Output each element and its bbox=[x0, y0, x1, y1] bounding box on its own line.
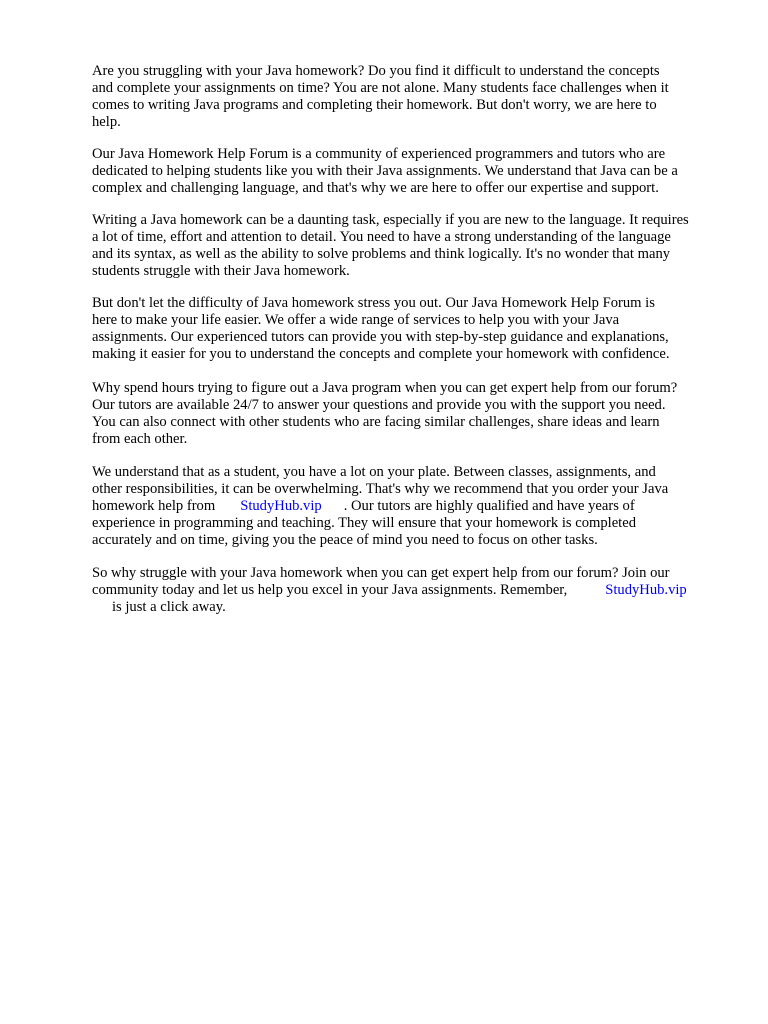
text-line: Why spend hours trying to figure out a Java program when you can get expert help from our forum? bbox=[92, 380, 678, 396]
paragraph-tutors bbox=[92, 380, 732, 448]
text-line: dedicated to helping students like you with their Java assignments. We understand that Java can be a bbox=[92, 163, 678, 179]
text-line: Are you struggling with your Java homework? Do you find it difficult to understand the concepts bbox=[92, 63, 660, 79]
text-line: comes to writing Java programs and completing their homework. But don't worry, we are here to bbox=[92, 97, 657, 113]
paragraph-forum-intro bbox=[92, 146, 732, 197]
paragraph-difficulty bbox=[92, 212, 732, 280]
text-line-with-link bbox=[92, 498, 732, 515]
text-line: help. bbox=[92, 114, 121, 130]
text-line: You can also connect with other students who are facing similar challenges, share ideas and learn bbox=[92, 414, 660, 430]
text-line: So why struggle with your Java homework when you can get expert help from our forum? Join our bbox=[92, 565, 670, 581]
text-line: But don't let the difficulty of Java homework stress you out. Our Java Homework Help Forum is bbox=[92, 295, 655, 311]
text-line: Our Java Homework Help Forum is a community of experienced programmers and tutors who are bbox=[92, 146, 666, 162]
studyhub-link[interactable]: StudyHub.vip bbox=[240, 498, 322, 514]
paragraph-recommend bbox=[92, 464, 732, 549]
text-segment: community today and let us help you excel in your Java assignments. Remember, bbox=[92, 582, 568, 598]
studyhub-link[interactable]: StudyHub.vip bbox=[605, 582, 687, 598]
text-line: We understand that as a student, you have a lot on your plate. Between classes, assignments, and bbox=[92, 464, 656, 480]
text-line: and its syntax, as well as the ability to solve problems and think logically. It's no wonder that many bbox=[92, 246, 671, 262]
text-line: a lot of time, effort and attention to detail. You need to have a strong understanding of the language bbox=[92, 229, 671, 245]
text-segment: . Our tutors are highly qualified and have years of bbox=[343, 498, 635, 514]
text-line: students struggle with their Java homework. bbox=[92, 263, 350, 279]
paragraph-intro bbox=[92, 63, 732, 131]
paragraph-services bbox=[92, 295, 732, 363]
text-segment: homework help from bbox=[92, 498, 216, 514]
text-line: other responsibilities, it can be overwhelming. That's why we recommend that you order your Java bbox=[92, 481, 669, 497]
text-line: Writing a Java homework can be a daunting task, especially if you are new to the language. It requires bbox=[92, 212, 689, 228]
paragraph-closing bbox=[92, 565, 732, 616]
text-line: is just a click away. bbox=[112, 599, 226, 615]
text-line: from each other. bbox=[92, 431, 188, 447]
text-line: accurately and on time, giving you the peace of mind you need to focus on other tasks. bbox=[92, 532, 598, 548]
text-line: here to make your life easier. We offer a wide range of services to help you with your Java bbox=[92, 312, 620, 328]
text-line-with-link bbox=[92, 582, 732, 599]
text-line: assignments. Our experienced tutors can provide you with step-by-step guidance and explanations, bbox=[92, 329, 669, 345]
text-line: making it easier for you to understand the concepts and complete your homework with confidence. bbox=[92, 346, 670, 362]
text-line: and complete your assignments on time? You are not alone. Many students face challenges when it bbox=[92, 80, 669, 96]
text-line: experience in programming and teaching. They will ensure that your homework is completed bbox=[92, 515, 636, 531]
text-line: Our tutors are available 24/7 to answer your questions and provide you with the support you need. bbox=[92, 397, 666, 413]
text-line: complex and challenging language, and that's why we are here to offer our expertise and support. bbox=[92, 180, 659, 196]
